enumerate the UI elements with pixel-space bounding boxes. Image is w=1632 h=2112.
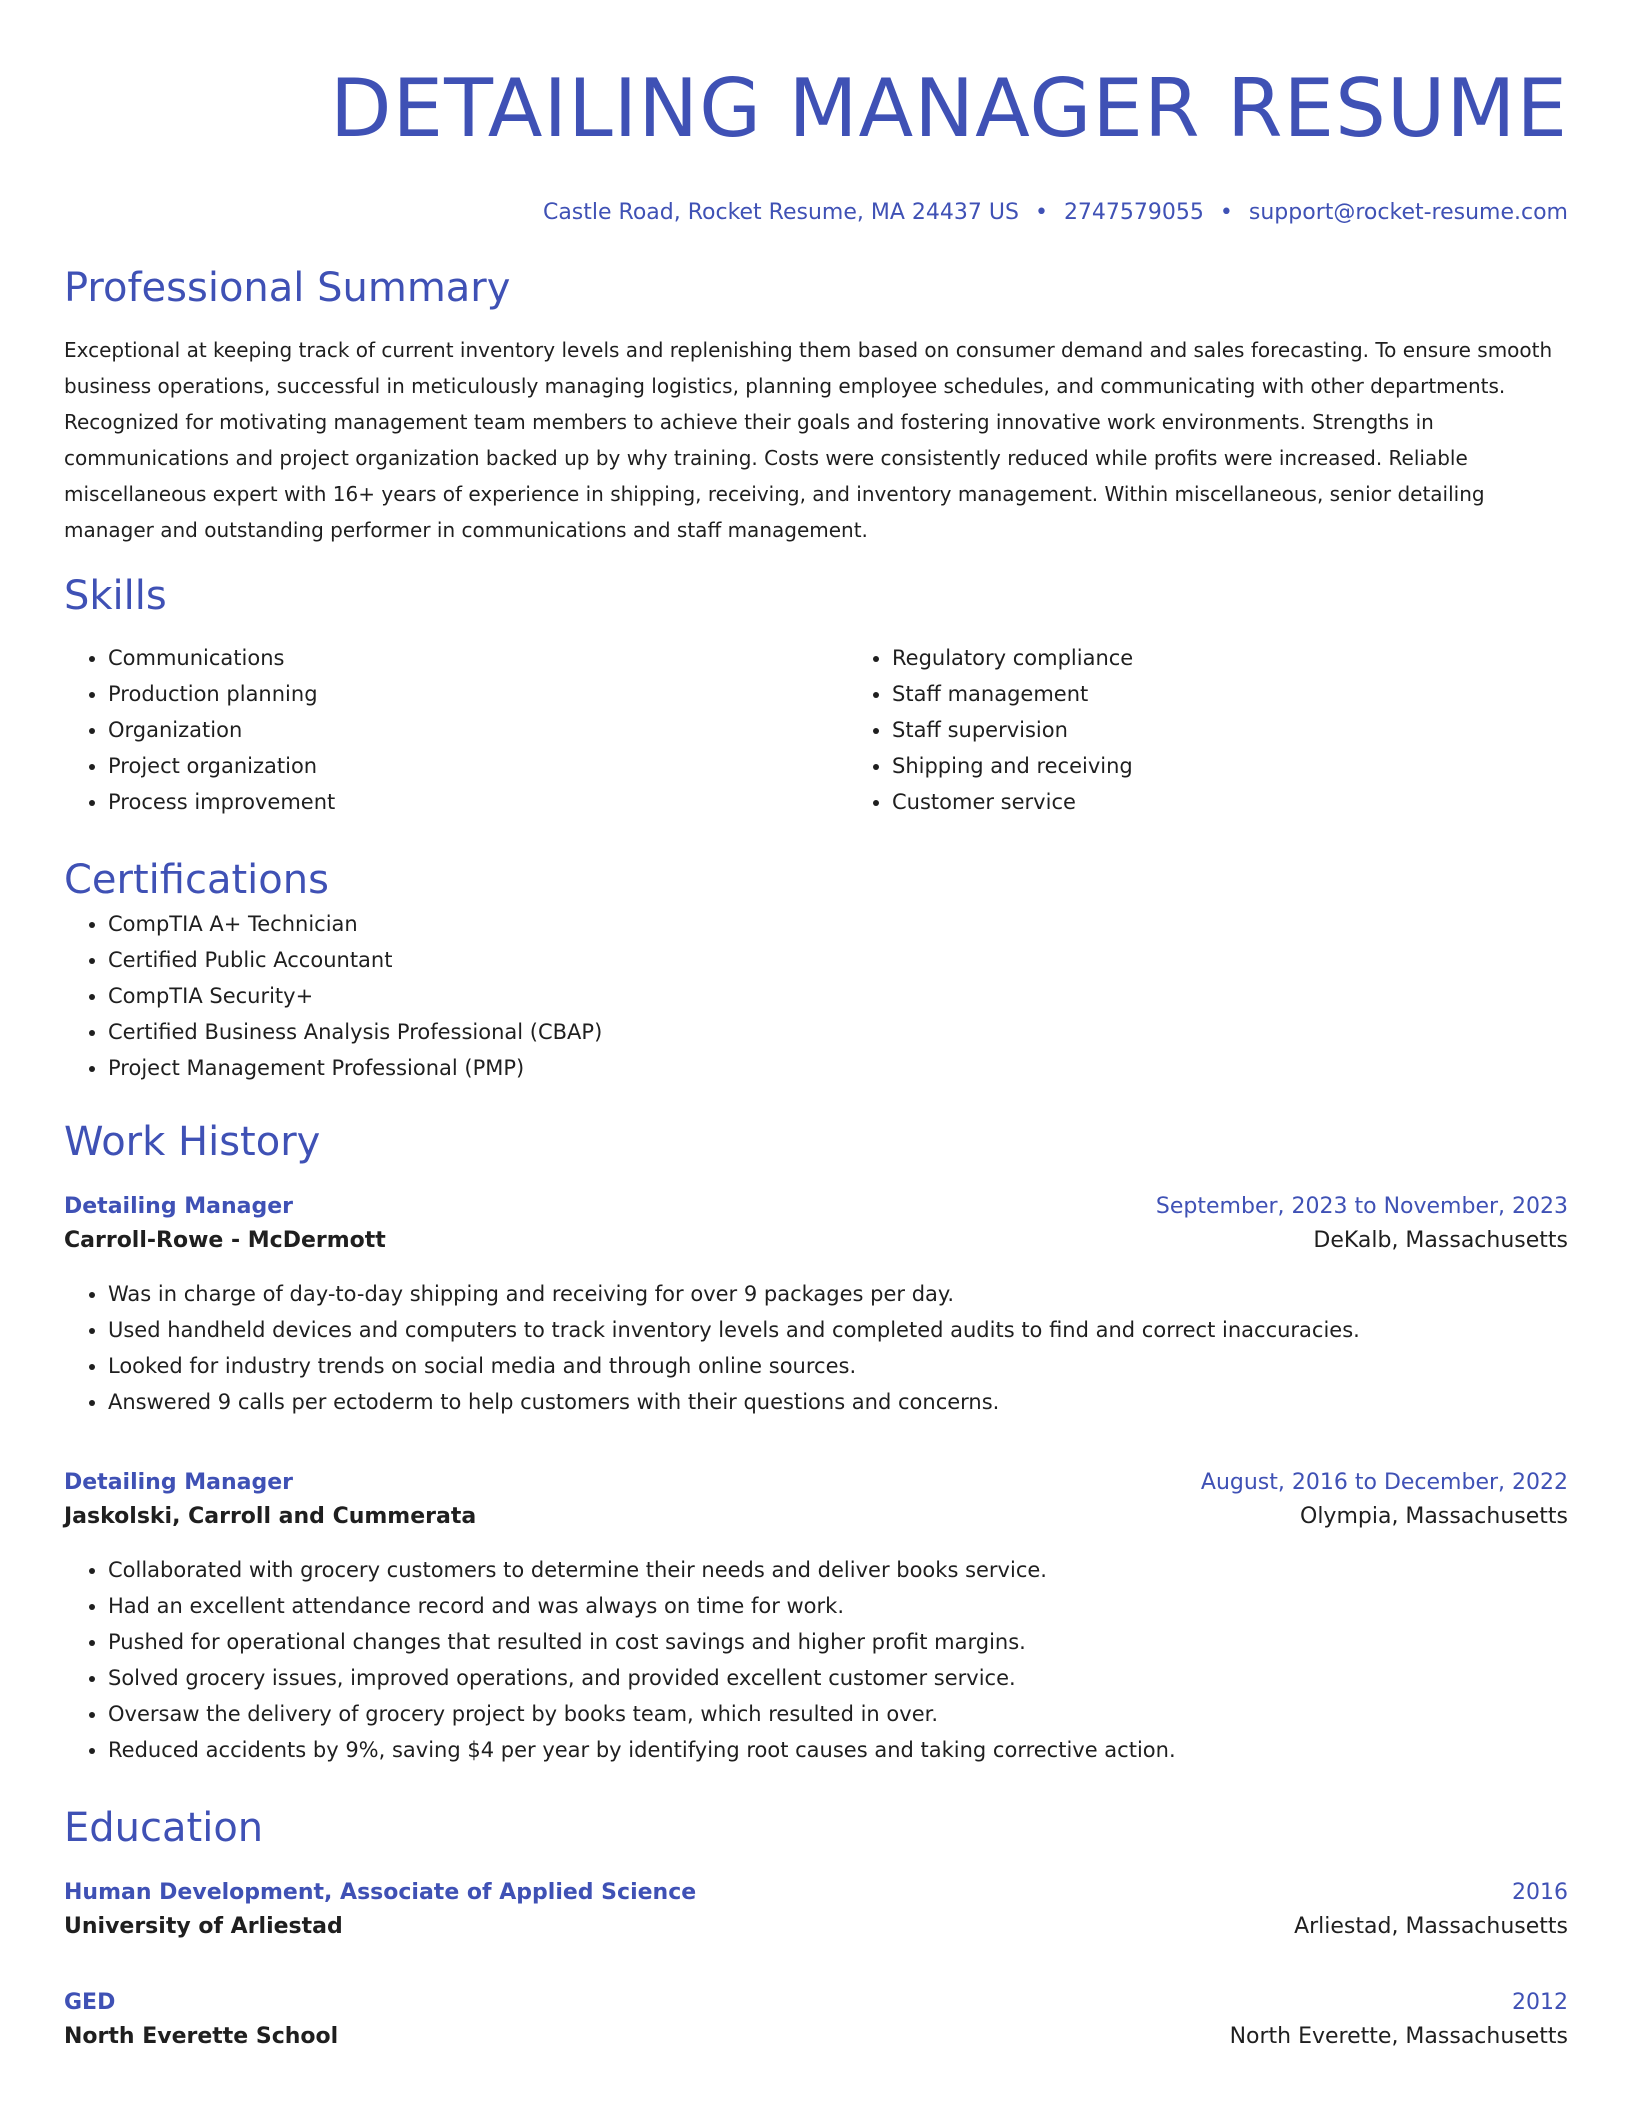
skill-item: • Staff management [892,676,1632,712]
education-title: Education [64,1805,264,1851]
education-school: University of Arliestad [64,1914,343,1939]
job-dates: August, 2016 to December, 2022 [1200,1470,1568,1495]
job-title: Detailing Manager [64,1470,294,1495]
job-bullets [64,1552,1568,1768]
skill-item: • Organization [108,712,848,748]
education-location: North Everette, Massachusetts [1229,2024,1568,2049]
skill-item: • Communications [108,640,848,676]
job-header-row [64,1466,1568,1500]
education-header-row [64,1986,1568,2020]
skill-item: • Shipping and receiving [892,748,1632,784]
job-header-row [64,1190,1568,1224]
skills-title: Skills [64,573,167,619]
skill-item: • Project organization [108,748,848,784]
education-school-row [64,1910,1568,1944]
job-location: DeKalb, Massachusetts [1313,1228,1568,1253]
skill-item: • Staff supervision [892,712,1632,748]
summary-title: Professional Summary [64,265,511,311]
certifications-list [64,906,1568,1086]
job-location: Olympia, Massachusetts [1300,1504,1568,1529]
certification-item: • Certified Business Analysis Professional (CBAP) [108,1014,1568,1050]
job-bullet: • Had an excellent attendance record and was always on time for work. [108,1588,1568,1624]
job-bullet: • Answered 9 calls per ectoderm to help customers with their questions and concerns. [108,1384,1568,1420]
certification-item: • CompTIA Security+ [108,978,1568,1014]
skills-list-left [64,640,848,820]
education-year: 2016 [1512,1880,1568,1905]
contact-line [64,198,1568,228]
education-year: 2012 [1512,1990,1568,2015]
education-location: Arliestad, Massachusetts [1294,1914,1568,1939]
job-entry [64,1190,1568,1420]
certification-item: • Project Management Professional (PMP) [108,1050,1568,1086]
skill-item: • Customer service [892,784,1632,820]
skills-columns [64,640,1568,820]
education-school-row [64,2020,1568,2054]
job-bullet: • Solved grocery issues, improved operations, and provided excellent customer service. [108,1660,1568,1696]
skill-item: • Process improvement [108,784,848,820]
job-bullet: • Oversaw the delivery of grocery project by books team, which resulted in over. [108,1696,1568,1732]
contact-email: support@rocket-resume.com [1248,200,1568,225]
job-company: Jaskolski, Carroll and Cummerata [64,1504,477,1529]
education-header-row [64,1876,1568,1910]
education-entry [64,1876,1568,1944]
certifications-title: Certifications [64,857,329,903]
skill-item: • Regulatory compliance [892,640,1632,676]
job-bullet: • Reduced accidents by 9%, saving $4 per year by identifying root causes and taking corrective action. [108,1732,1568,1768]
contact-address: Castle Road, Rocket Resume, MA 24437 US [542,200,1019,225]
education-degree: GED [64,1990,116,2015]
job-bullet: • Collaborated with grocery customers to determine their needs and deliver books service. [108,1552,1568,1588]
job-title: Detailing Manager [64,1194,294,1219]
summary-text: Exceptional at keeping track of current inventory levels and replenishing them based on consumer demand and sales forecasting. To ensure smooth business operations, successful in meticulously managing logistics, planning employee schedules, and communicating with other departments. Recognized for motivating management team members to achieve their goals and fostering innovative work environments. Strengths in communications and project organization backed up by why training. Costs were consistently reduced while profits were increased. Reliable miscellaneous expert with 16+ years of experience in shipping, receiving, and inventory management. Within miscellaneous, senior detailing manager and outstanding performer in communications and staff management. [64,338,1553,542]
certification-item: • Certified Public Accountant [108,942,1568,978]
contact-separator: • [1034,200,1048,225]
education-degree: Human Development, Associate of Applied Science [64,1880,697,1905]
job-bullet: • Pushed for operational changes that resulted in cost savings and higher profit margins. [108,1624,1568,1660]
education-school: North Everette School [64,2024,339,2049]
work-history-title: Work History [64,1119,321,1165]
education-entry [64,1986,1568,2054]
skill-item: • Production planning [108,676,848,712]
contact-separator: • [1219,200,1233,225]
job-bullets [64,1276,1568,1420]
resume-name-heading: DETAILING MANAGER RESUME [329,62,1568,155]
job-bullet: • Was in charge of day-to-day shipping and receiving for over 9 packages per day. [108,1276,1568,1312]
job-dates: September, 2023 to November, 2023 [1155,1194,1568,1219]
job-bullet: • Used handheld devices and computers to track inventory levels and completed audits to find and correct inaccuracies. [108,1312,1568,1348]
job-company: Carroll-Rowe - McDermott [64,1228,386,1253]
skills-list-right [848,640,1632,820]
job-company-row [64,1500,1568,1534]
job-entry [64,1466,1568,1768]
contact-phone: 2747579055 [1063,200,1204,225]
job-company-row [64,1224,1568,1258]
certification-item: • CompTIA A+ Technician [108,906,1568,942]
job-bullet: • Looked for industry trends on social media and through online sources. [108,1348,1568,1384]
